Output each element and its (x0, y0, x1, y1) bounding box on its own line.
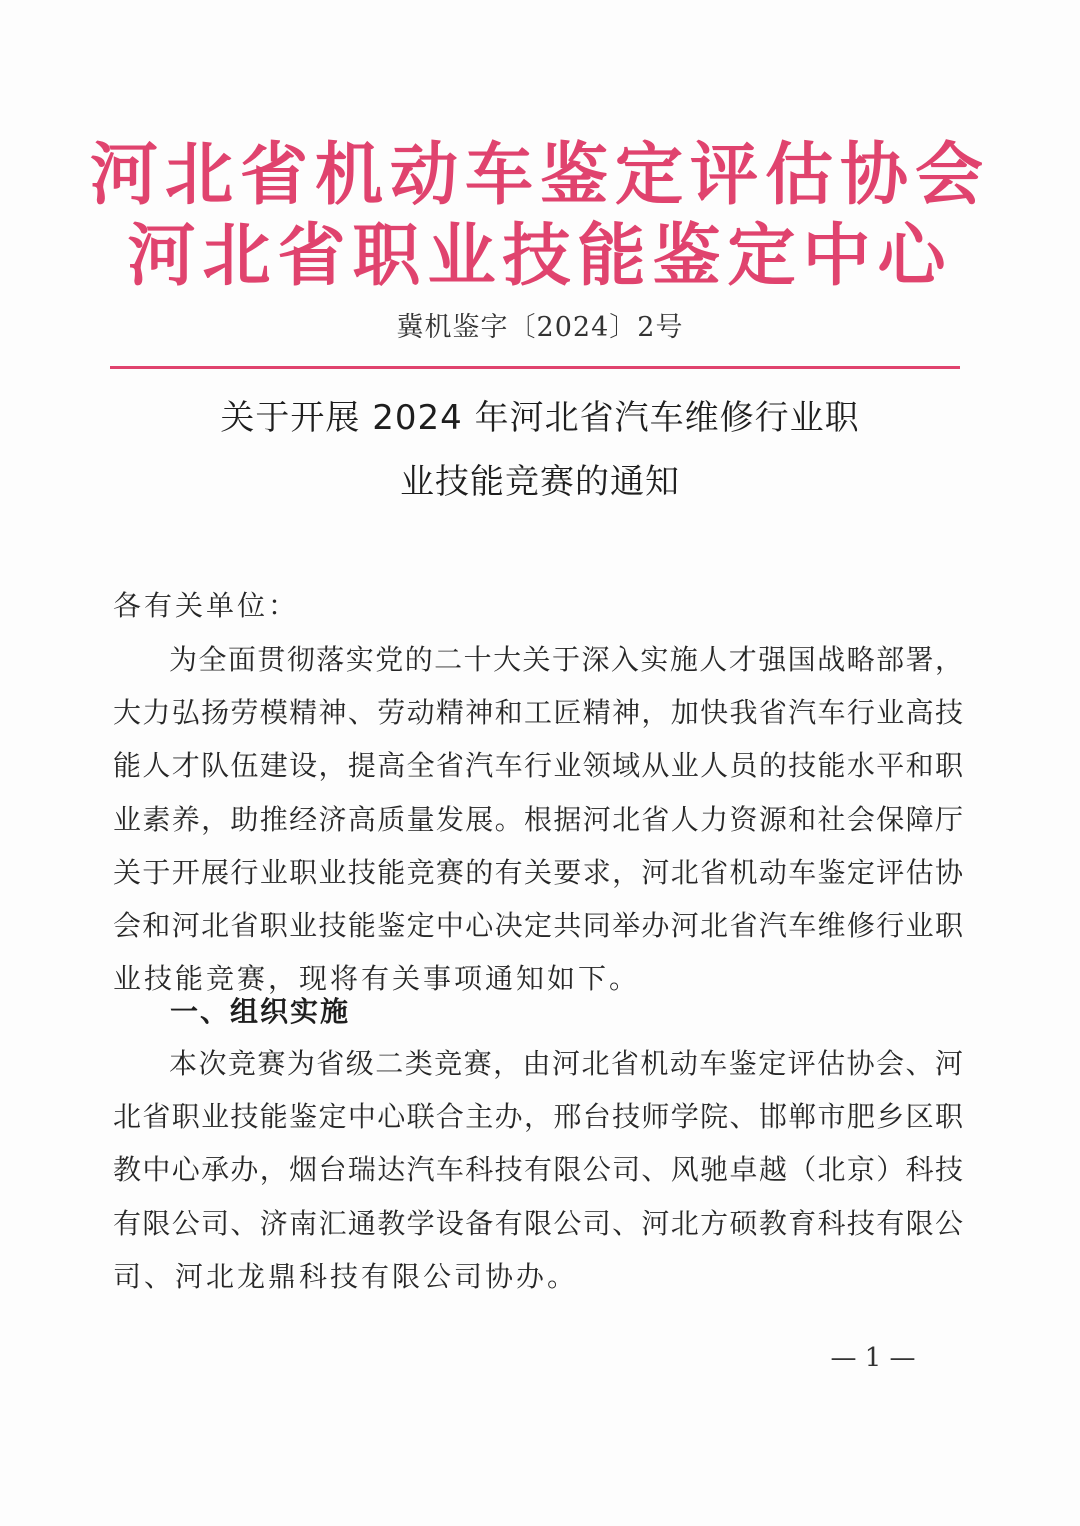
document-title-line-2: 业技能竞赛的通知 (400, 462, 680, 502)
paragraph-line: 业技能竞赛，现将有关事项通知如下。 (113, 962, 641, 996)
document-number: 冀机鉴字〔2024〕2号 (396, 312, 684, 343)
paragraph-line: 有限公司、济南汇通教学设备有限公司、河北方硕教育科技有限公 (113, 1206, 963, 1240)
paragraph-line: 业素养，助推经济高质量发展。根据河北省人力资源和社会保障厅 (113, 802, 963, 836)
paragraph-line: 司、河北龙鼎科技有限公司协办。 (113, 1259, 579, 1293)
paragraph-line: 北省职业技能鉴定中心联合主办，邢台技师学院、邯郸市肥乡区职 (113, 1100, 963, 1134)
salutation: 各有关单位： (113, 589, 300, 622)
paragraph-line: 本次竞赛为省级二类竞赛，由河北省机动车鉴定评估协会、河 (169, 1047, 963, 1080)
document-title-line-1: 关于开展 2024 年河北省汽车维修行业职 (220, 398, 860, 438)
organization-paragraph (113, 1037, 963, 1303)
paragraph-line: 大力弘扬劳模精神、劳动精神和工匠精神，加快我省汽车行业高技 (113, 696, 963, 730)
red-divider-rule (110, 366, 960, 369)
paragraph-line: 会和河北省职业技能鉴定中心决定共同举办河北省汽车维修行业职 (113, 908, 963, 942)
paragraph-line: 关于开展行业职业技能竞赛的有关要求，河北省机动车鉴定评估协 (113, 855, 963, 889)
section-heading-organization: 一、组织实施 (170, 995, 351, 1028)
paragraph-line: 为全面贯彻落实党的二十大关于深入实施人才强国战略部署， (169, 643, 963, 676)
intro-paragraph (113, 633, 963, 1005)
page-number: — 1 — (830, 1343, 916, 1373)
paragraph-line: 能人才队伍建设，提高全省汽车行业领域从业人员的技能水平和职 (113, 749, 963, 783)
issuer-name-line-1: 河北省机动车鉴定评估协会 (89, 136, 990, 215)
paragraph-line: 教中心承办，烟台瑞达汽车科技有限公司、风驰卓越（北京）科技 (113, 1153, 963, 1187)
issuer-name-line-2: 河北省职业技能鉴定中心 (127, 217, 953, 296)
